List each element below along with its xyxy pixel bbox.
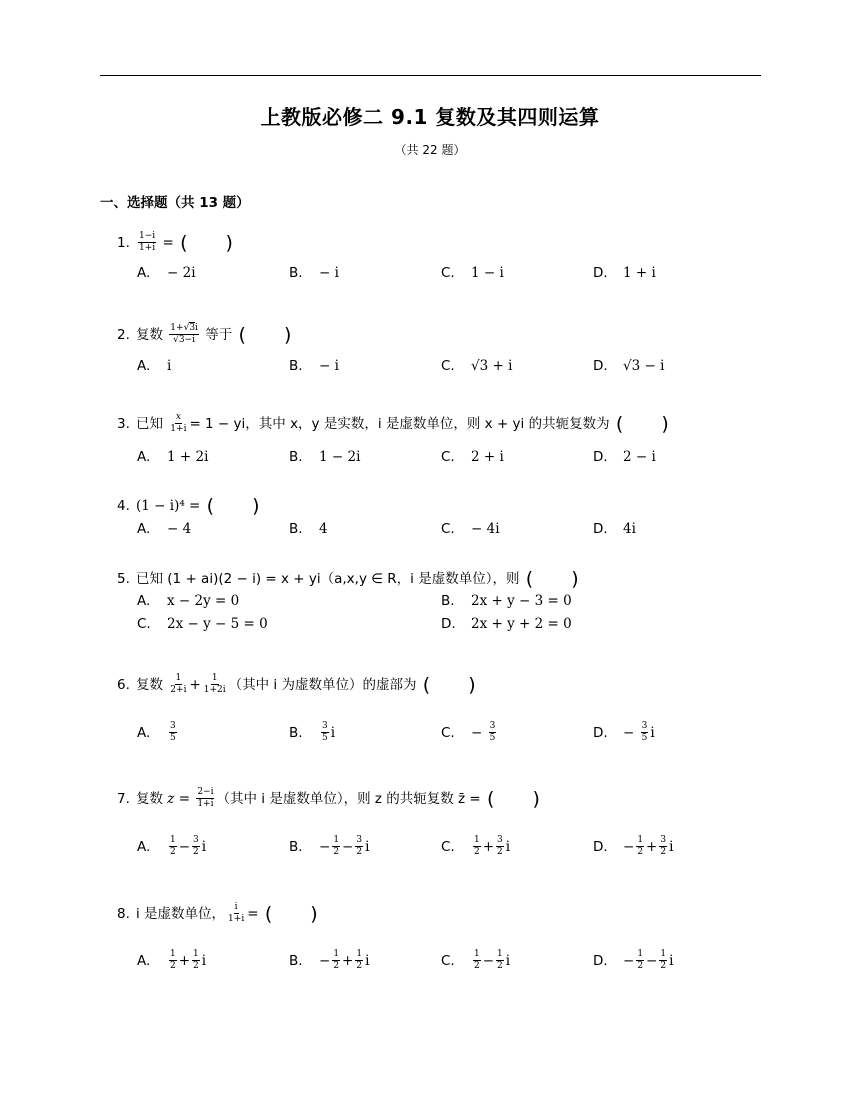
option-1D[interactable]: D. 1 + i: [593, 265, 656, 281]
option-7C[interactable]: C. $\frac{1}{2}$ + $\frac{3}{2}$ i: [441, 835, 511, 858]
fraction: $\frac{1-i}{1+i}$: [139, 231, 156, 254]
header-rule: [100, 75, 761, 76]
fraction: $\frac{2-i}{1+i}$: [197, 787, 214, 810]
page-title: 上教版必修二 9.1 复数及其四则运算: [260, 105, 600, 129]
question-7: 7. 复数 z = $\frac{2-i}{1+i}$ （其中 i 是虚数单位），则 z 的共轭复数 z̄ = ( ): [117, 787, 540, 810]
option-2B[interactable]: B. − i: [289, 358, 339, 374]
option-6C[interactable]: C. − $\frac{3}{5}$: [441, 721, 496, 744]
question-2: 2. 复数 $\frac{1+√3i}{√3-i}$ 等于 ( ): [117, 323, 292, 346]
option-8C[interactable]: C. $\frac{1}{2}$ − $\frac{1}{2}$ i: [441, 949, 511, 972]
option-2D[interactable]: D. √3 − i: [593, 358, 665, 374]
question-8: 8. i 是虚数单位， $\frac{i}{1+i}$ = ( ): [117, 902, 318, 925]
option-7A[interactable]: A. $\frac{1}{2}$ − $\frac{3}{2}$ i: [137, 835, 207, 858]
page-subtitle: （共 22 题）: [394, 143, 466, 157]
fraction: $\frac{1}{1+2i}$: [203, 673, 226, 696]
option-4A[interactable]: A. − 4: [137, 521, 192, 537]
option-3C[interactable]: C. 2 + i: [441, 449, 504, 465]
option-3D[interactable]: D. 2 − i: [593, 449, 656, 465]
option-3A[interactable]: A. 1 + 2i: [137, 449, 209, 465]
section-title: 一、选择题（共 13 题）: [100, 195, 250, 211]
option-7B[interactable]: B. − $\frac{1}{2}$ − $\frac{3}{2}$ i: [289, 835, 370, 858]
option-6B[interactable]: B. $\frac{3}{5}$ i: [289, 721, 336, 744]
option-1B[interactable]: B. − i: [289, 265, 339, 281]
question-4: 4. (1 − i)⁴ = ( ): [117, 495, 260, 517]
option-8D[interactable]: D. − $\frac{1}{2}$ − $\frac{1}{2}$ i: [593, 949, 674, 972]
option-6A[interactable]: A. $\frac{3}{5}$: [137, 721, 176, 744]
option-5D[interactable]: D. 2x + y + 2 = 0: [441, 616, 572, 632]
question-1: 1. $\frac{1-i}{1+i}$ = ( ): [117, 231, 233, 254]
option-6D[interactable]: D. − $\frac{3}{5}$ i: [593, 721, 655, 744]
option-1C[interactable]: C. 1 − i: [441, 265, 504, 281]
option-7D[interactable]: D. − $\frac{1}{2}$ + $\frac{3}{2}$ i: [593, 835, 674, 858]
option-8A[interactable]: A. $\frac{1}{2}$ + $\frac{1}{2}$ i: [137, 949, 207, 972]
option-4D[interactable]: D. 4i: [593, 521, 636, 537]
fraction: $\frac{x}{1+i}$: [170, 412, 187, 435]
option-5A[interactable]: A. x − 2y = 0: [137, 593, 240, 609]
option-4B[interactable]: B. 4: [289, 521, 328, 537]
option-5C[interactable]: C. 2x − y − 5 = 0: [137, 616, 268, 632]
fraction: $\frac{1+√3i}{√3-i}$: [170, 323, 198, 346]
question-5: 5. 已知 (1 + ai)(2 − i) = x + yi（a,x,y ∈ R，i 是虚数单位），则 ( ): [117, 568, 579, 590]
option-2A[interactable]: A. i: [137, 358, 172, 374]
fraction: $\frac{i}{1+i}$: [228, 902, 245, 925]
question-6: 6. 复数 $\frac{1}{2+i}$ + $\frac{1}{1+2i}$ （其中 i 为虚数单位）的虚部为 ( ): [117, 673, 476, 696]
question-3: 3. 已知 $\frac{x}{1+i}$ = 1 − yi，其中 x，y 是实数，i 是虚数单位，则 x + yi 的共轭复数为 ( ): [117, 412, 669, 435]
fraction: $\frac{1}{2+i}$: [170, 673, 187, 696]
option-3B[interactable]: B. 1 − 2i: [289, 449, 361, 465]
option-1A[interactable]: A. − 2i: [137, 265, 196, 281]
option-8B[interactable]: B. − $\frac{1}{2}$ + $\frac{1}{2}$ i: [289, 949, 370, 972]
option-5B[interactable]: B. 2x + y − 3 = 0: [441, 593, 572, 609]
option-2C[interactable]: C. √3 + i: [441, 358, 513, 374]
option-4C[interactable]: C. − 4i: [441, 521, 500, 537]
